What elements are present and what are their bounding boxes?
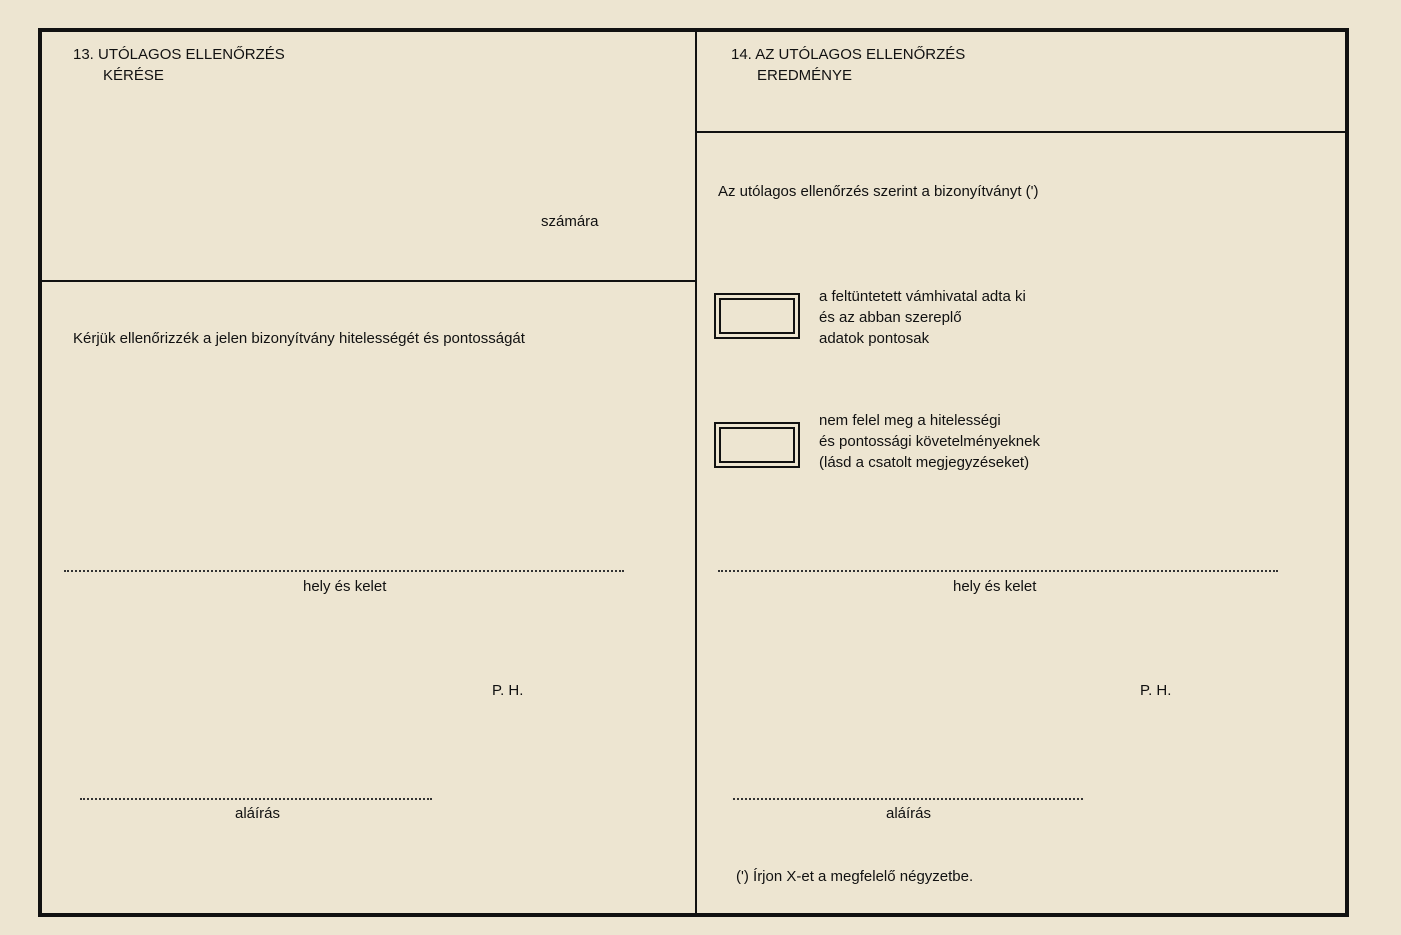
result-intro-text: Az utólagos ellenőrzés szerint a bizonyítványt (') — [718, 183, 1039, 200]
option1-line2: és az abban szereplő — [819, 309, 962, 326]
option2-line1: nem felel meg a hitelességi — [819, 412, 1001, 429]
checkbox-not-compliant[interactable] — [714, 422, 800, 468]
footnote: (') Írjon X-et a megfelelő négyzetbe. — [736, 868, 974, 885]
option1-line3: adatok pontosak — [819, 330, 930, 347]
option1-line1: a feltüntetett vámhivatal adta ki — [819, 288, 1026, 305]
right-signature-line[interactable] — [733, 798, 1083, 800]
left-signature-line[interactable] — [80, 798, 432, 800]
checkbox-authentic[interactable] — [714, 293, 800, 339]
right-signature-label: aláírás — [886, 805, 932, 822]
right-stamp-label: P. H. — [1140, 682, 1172, 699]
left-heading-line2: KÉRÉSE — [103, 67, 164, 84]
right-place-date-line[interactable] — [718, 570, 1278, 572]
option2-line2: és pontossági követelményeknek — [819, 433, 1040, 450]
column-divider — [695, 28, 697, 917]
request-text: Kérjük ellenőrizzék a jelen bizonyítvány hitelességét és pontosságát — [73, 330, 525, 347]
right-section-divider — [697, 131, 1347, 133]
form-frame — [38, 28, 1349, 917]
left-signature-label: aláírás — [235, 805, 281, 822]
option2-line3: (lásd a csatolt megjegyzéseket) — [819, 454, 1030, 471]
left-place-date-label: hely és kelet — [303, 578, 387, 595]
right-place-date-label: hely és kelet — [953, 578, 1037, 595]
right-heading-line2: EREDMÉNYE — [757, 67, 853, 84]
recipient-label: számára — [541, 213, 599, 230]
left-section-divider — [40, 280, 696, 282]
left-place-date-line[interactable] — [64, 570, 624, 572]
right-heading-line1: 14. AZ UTÓLAGOS ELLENŐRZÉS — [731, 46, 966, 63]
left-heading-line1: 13. UTÓLAGOS ELLENŐRZÉS — [73, 46, 285, 63]
left-stamp-label: P. H. — [492, 682, 524, 699]
